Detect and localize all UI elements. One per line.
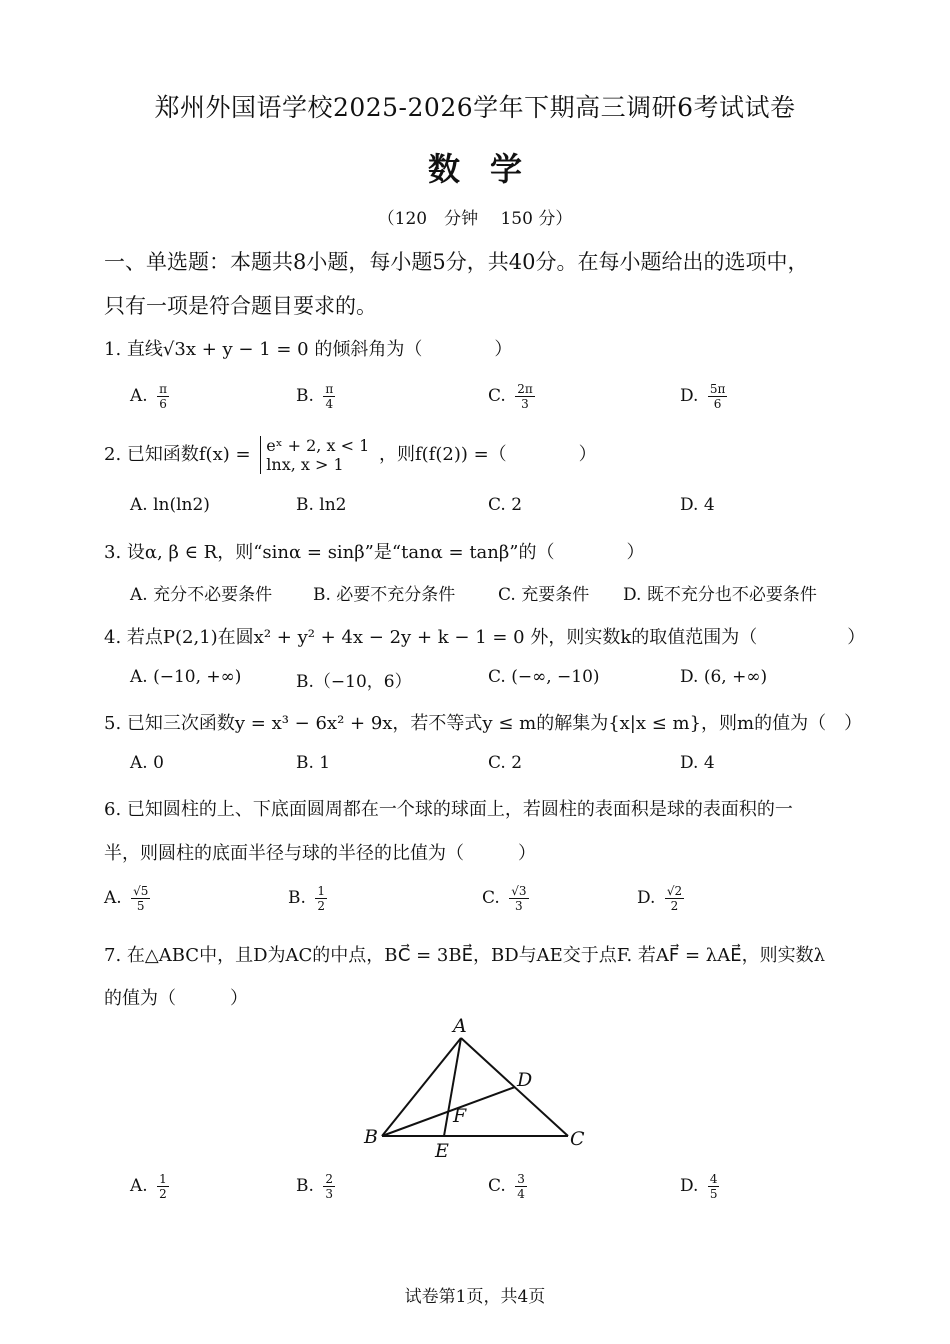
question-2-option-d: D. 4 <box>680 495 715 515</box>
question-5-stem: 5. 已知三次函数y = x³ − 6x² + 9x，若不等式y ≤ m的解集为{x|x ≤ m}，则m的值为（ ） <box>104 713 863 734</box>
section-heading-line-2: 只有一项是符合题目要求的。 <box>104 294 377 318</box>
fraction <box>315 884 327 913</box>
question-1-option-a <box>130 382 169 411</box>
numerator: √2 <box>666 884 683 898</box>
question-2-stem <box>104 436 597 474</box>
question-7-stem-line-1: 7. 在△ABC中，且D为AC的中点，BC⃗ = 3BE⃗，BD与AE交于点F. 若AF⃗ = λAE⃗，则实数λ <box>104 945 825 966</box>
option-letter: C. <box>482 888 500 908</box>
option-letter: D. <box>680 1176 699 1196</box>
question-2-option-b: B. ln2 <box>296 495 347 515</box>
question-3-option-d: D. 既不充分也不必要条件 <box>623 585 817 605</box>
denominator: 3 <box>521 397 529 411</box>
question-6-option-d <box>637 884 684 913</box>
question-6-option-b <box>288 884 327 913</box>
numerator: 3 <box>517 1172 525 1186</box>
question-2-option-c: C. 2 <box>488 495 523 515</box>
numerator: 5π <box>709 382 726 396</box>
question-2-option-a: A. ln(ln2) <box>130 495 210 515</box>
option-letter: B. <box>296 1176 314 1196</box>
label-e: E <box>435 1140 449 1162</box>
option-letter: B. <box>296 386 314 406</box>
option-letter: A. <box>130 1176 148 1196</box>
fraction <box>131 884 150 913</box>
denominator: 3 <box>515 899 523 913</box>
question-7-option-d <box>680 1172 719 1201</box>
question-4-stem: 4. 若点P(2,1)在圆x² + y² + 4x − 2y + k − 1 = 0 外，则实数k的取值范围为（ ） <box>104 627 866 648</box>
denominator: 2 <box>670 899 679 913</box>
exam-title: 郑州外国语学校2025-2026学年下期高三调研6考试试卷 <box>154 93 796 122</box>
option-letter: D. <box>637 888 656 908</box>
denominator: 4 <box>517 1187 525 1201</box>
question-1-option-d <box>680 382 727 411</box>
fraction <box>509 884 528 913</box>
denominator: 2 <box>159 1187 167 1201</box>
piecewise-brace <box>260 436 369 474</box>
question-6-stem-line-1: 6. 已知圆柱的上、下底面圆周都在一个球的球面上，若圆柱的表面积是球的表面积的一 <box>104 799 793 820</box>
page-footer: 试卷第1页，共4页 <box>404 1287 546 1307</box>
option-letter: D. <box>680 386 699 406</box>
question-4-option-c: C. (−∞, −10) <box>488 667 600 687</box>
question-3-option-a: A. 充分不必要条件 <box>130 585 273 605</box>
fraction <box>157 1172 169 1201</box>
question-6-option-a <box>104 884 150 913</box>
question-2-suffix: ，则f(f(2)) =（ ） <box>379 444 597 465</box>
fraction <box>323 382 335 411</box>
denominator: 5 <box>136 899 145 913</box>
exam-duration: （120 分钟 150 分） <box>377 209 573 229</box>
section-heading-line-1: 一、单选题：本题共8小题，每小题5分，共40分。在每小题给出的选项中， <box>104 250 809 274</box>
question-5-option-b: B. 1 <box>296 753 331 773</box>
fraction <box>515 1172 527 1201</box>
fraction <box>708 1172 720 1201</box>
question-6-stem-line-2: 半，则圆柱的底面半径与球的半径的比值为（ ） <box>104 843 536 864</box>
numerator: √5 <box>133 884 149 898</box>
question-5-option-d: D. 4 <box>680 753 715 773</box>
numerator: √3 <box>511 884 527 898</box>
question-6-option-c <box>482 884 529 913</box>
label-c: C <box>570 1128 585 1150</box>
question-7-stem-line-2: 的值为（ ） <box>104 988 248 1009</box>
label-a: A <box>453 1015 467 1037</box>
denominator: 6 <box>159 397 167 411</box>
label-f: F <box>453 1105 467 1127</box>
fraction <box>708 382 728 411</box>
piecewise-case-1: eˣ + 2, x < 1 <box>266 436 370 455</box>
option-letter: B. <box>288 888 306 908</box>
denominator: 3 <box>325 1187 333 1201</box>
question-4-option-b: B.（−10，6） <box>296 672 412 692</box>
subject-heading: 数学 <box>427 150 552 188</box>
triangle-figure <box>355 1012 595 1167</box>
question-3-option-c: C. 充要条件 <box>498 585 590 605</box>
piecewise-case-2: lnx, x > 1 <box>266 455 344 474</box>
numerator: 2 <box>325 1172 333 1186</box>
question-4-option-a: A. (−10, +∞) <box>130 667 242 687</box>
numerator: 1 <box>159 1172 167 1186</box>
option-letter: A. <box>130 386 148 406</box>
question-7-option-b <box>296 1172 335 1201</box>
question-5-option-c: C. 2 <box>488 753 523 773</box>
denominator: 2 <box>317 899 325 913</box>
denominator: 6 <box>713 397 722 411</box>
question-3-option-b: B. 必要不充分条件 <box>313 585 456 605</box>
numerator: 4 <box>709 1172 718 1186</box>
question-3-stem: 3. 设α, β ∈ R，则“sinα = sinβ”是“tanα = tanβ”的（ ） <box>104 542 645 563</box>
fraction <box>515 382 535 411</box>
question-4-option-d: D. (6, +∞) <box>680 667 768 687</box>
label-d: D <box>517 1069 533 1091</box>
question-7-option-a <box>130 1172 169 1201</box>
fraction <box>157 382 169 411</box>
question-5-option-a: A. 0 <box>130 753 164 773</box>
label-b: B <box>364 1126 378 1148</box>
option-letter: C. <box>488 386 506 406</box>
question-2-prefix: 2. 已知函数f(x) = <box>104 444 251 465</box>
numerator: π <box>159 382 167 396</box>
question-7-option-c <box>488 1172 527 1201</box>
question-1-stem: 1. 直线√3x + y − 1 = 0 的倾斜角为（ ） <box>104 339 513 360</box>
fraction <box>665 884 684 913</box>
question-1-option-b <box>296 382 335 411</box>
numerator: 1 <box>317 884 325 898</box>
denominator: 5 <box>709 1187 718 1201</box>
option-letter: A. <box>104 888 122 908</box>
denominator: 4 <box>325 397 334 411</box>
question-1-option-c <box>488 382 535 411</box>
option-letter: C. <box>488 1176 506 1196</box>
numerator: 2π <box>517 382 533 396</box>
fraction <box>323 1172 335 1201</box>
numerator: π <box>325 382 334 396</box>
